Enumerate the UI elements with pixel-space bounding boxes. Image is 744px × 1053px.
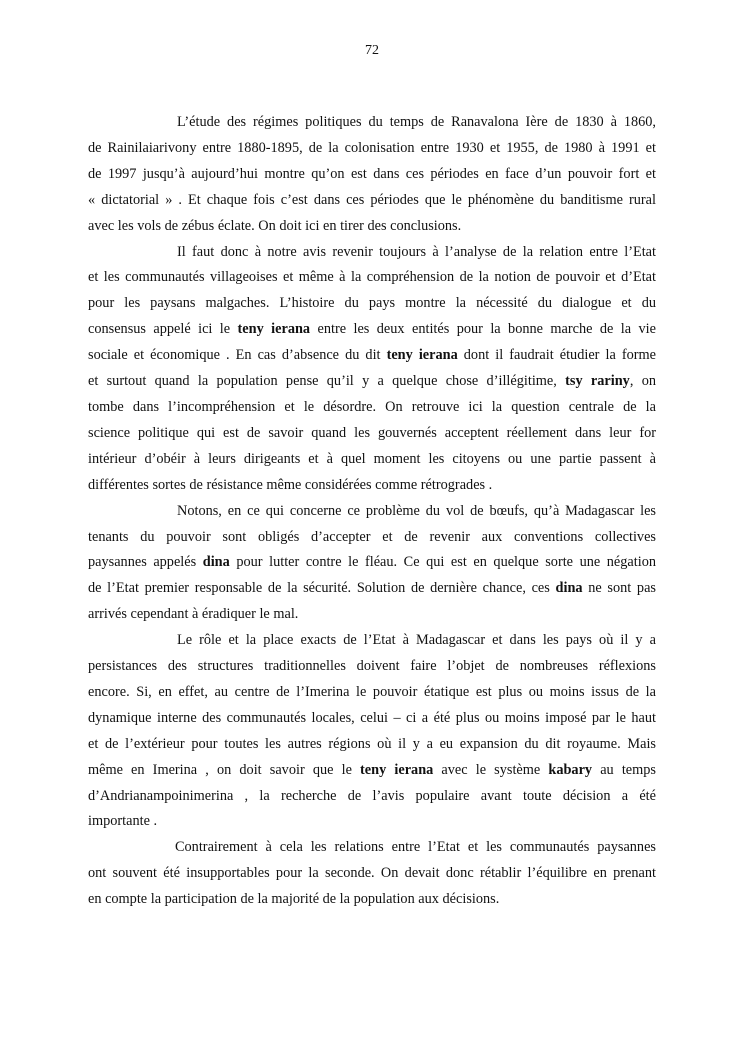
paragraph-1 (88, 110, 656, 240)
text-line: dynamique interne des communautés locales, celui – ci a été plus ou moins imposé par le haut (88, 709, 656, 726)
text-line: même en Imerina , on doit savoir que le teny ierana avec le système kabary au temps (88, 761, 656, 778)
text-line: Le rôle et la place exacts de l’Etat à Madagascar et dans les pays où il y a (177, 632, 656, 649)
text-line: science politique qui est de savoir quand les gouvernés acceptent réellement dans leur for (88, 424, 656, 441)
term-tsy-rariny: tsy rariny (565, 373, 630, 390)
text-line: Notons, en ce qui concerne ce problème du vol de bœufs, qu’à Madagascar les (177, 502, 656, 519)
text-line: et de l’extérieur pour toutes les autres régions où il y a eu expansion du dit royaume. Mais (88, 735, 656, 752)
paragraph-3 (88, 499, 656, 629)
term-dina: dina (555, 580, 583, 597)
text-line: d’Andrianampoinimerina , la recherche de l’avis populaire avant toute décision a été (88, 787, 656, 804)
paragraph-5 (88, 835, 656, 913)
text-line: de 1997 jusqu’à aujourd’hui montre qu’on est dans ces périodes en face d’un pouvoir fort et (88, 165, 656, 182)
text-line: tenants du pouvoir sont obligés d’accepter et de revenir aux conventions collectives (88, 528, 656, 545)
text-line: consensus appelé ici le teny ierana entre les deux entités pour la bonne marche de la vie (88, 321, 656, 338)
text-line: différentes sortes de résistance même considérées comme rétrogrades . (88, 476, 493, 493)
text-line: importante . (88, 813, 158, 830)
text-line: pour les paysans malgaches. L’histoire du pays montre la nécessité du dialogue et du (88, 295, 656, 312)
term-kabary: kabary (548, 761, 593, 778)
text-line: et surtout quand la population pense qu’il y a quelque chose d’illégitime, tsy rariny, on (88, 373, 656, 390)
body-text (88, 110, 656, 913)
text-line: Contrairement à cela les relations entre l’Etat et les communautés paysannes (175, 839, 656, 856)
term-teny-ierana: teny ierana (386, 347, 458, 364)
text-line: sociale et économique . En cas d’absence du dit teny ierana dont il faudrait étudier la forme (88, 347, 656, 364)
text-line: avec les vols de zébus éclate. On doit ici en tirer des conclusions. (88, 217, 462, 234)
paragraph-4 (88, 628, 656, 835)
text-line: encore. Si, en effet, au centre de l’Imerina le pouvoir étatique est plus ou moins issus de la (88, 683, 656, 700)
page-number: 72 (365, 43, 379, 58)
term-teny-ierana: teny ierana (237, 321, 311, 338)
text-line: L’étude des régimes politiques du temps de Ranavalona Ière de 1830 à 1860, (177, 114, 656, 130)
text-line: de l’Etat premier responsable de la sécurité. Solution de dernière chance, ces dina ne sont pas (88, 580, 656, 597)
text-line: « dictatorial » . Et chaque fois c’est dans ces périodes que le phénomène du banditisme rural (88, 191, 656, 208)
text-line: tombe dans l’incompréhension et le désordre. On retrouve ici la question centrale de la (88, 398, 656, 415)
term-teny-ierana: teny ierana (360, 761, 434, 778)
term-dina: dina (202, 554, 230, 571)
text-line: de Rainilaiarivony entre 1880-1895, de la colonisation entre 1930 et 1955, de 1980 à 1991 et (88, 139, 656, 156)
text-line: en compte la participation de la majorité de la population aux décisions. (88, 891, 500, 908)
text-line: arrivés cependant à éradiquer le mal. (88, 606, 299, 623)
text-line: ont souvent été insupportables pour la seconde. On devait donc rétablir l’équilibre en prenant (88, 865, 656, 882)
text-line: persistances des structures traditionnelles doivent faire l’objet de nombreuses réflexions (88, 658, 656, 675)
paragraph-2 (88, 240, 656, 499)
text-line: Il faut donc à notre avis revenir toujours à l’analyse de la relation entre l’Etat (177, 243, 656, 260)
text-line: intérieur d’obéir à leurs dirigeants et à quel moment les citoyens ou une partie passent à (88, 450, 656, 467)
text-line: et les communautés villageoises et même à la compréhension de la notion de pouvoir et d’Etat (88, 269, 656, 286)
text-line: paysannes appelés dina pour lutter contre le fléau. Ce qui est en quelque sorte une négation (88, 554, 656, 571)
